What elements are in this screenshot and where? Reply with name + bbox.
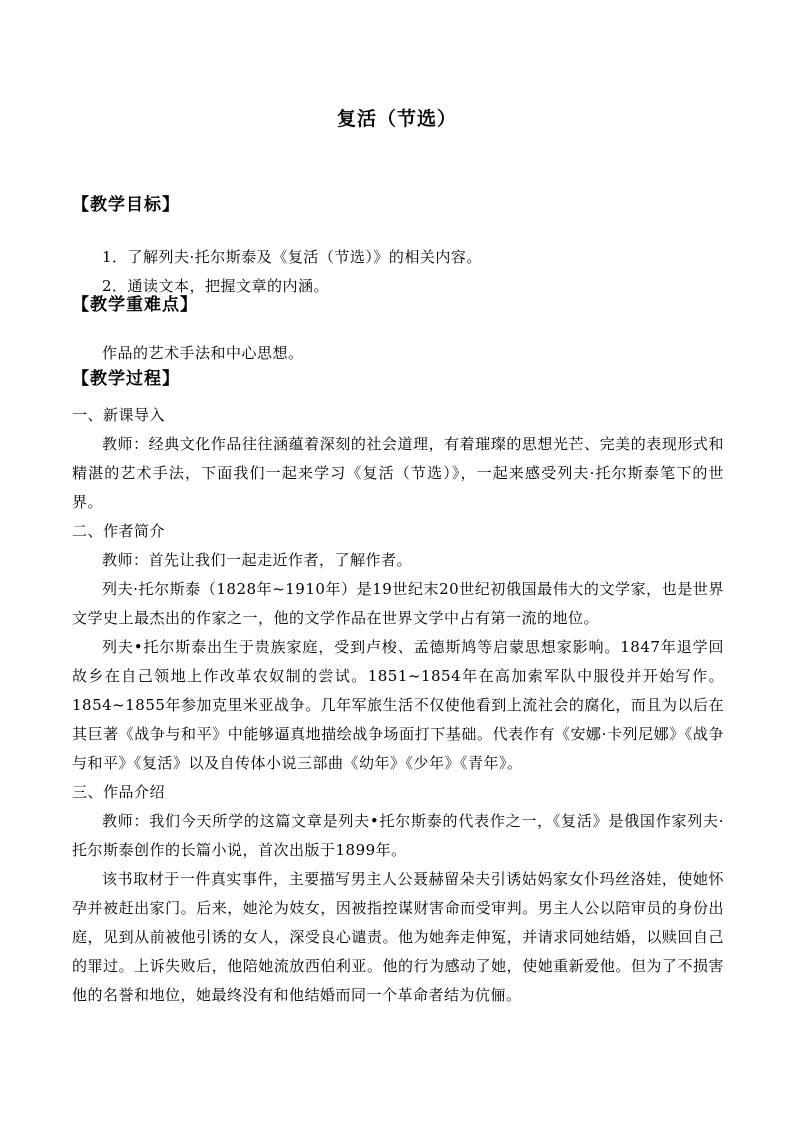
objective-item: 1．了解列夫·托尔斯泰及《复活（节选）》的相关内容。 [102, 248, 482, 266]
paragraph: 教师：经典文化作品往往涵蕴着深刻的社会道理，有着璀璨的思想光芒、完美的表现形式和精湛的艺术手法，下面我们一起来学习《复活（节选）》，一起来感受列夫·托尔斯泰笔下的世界。 [72, 435, 724, 511]
section-title: 一、新课导入 [72, 406, 166, 424]
key-points-section [72, 290, 724, 368]
page-title: 复活（节选） [336, 108, 457, 130]
paragraph: 该书取材于一件真实事件，主要描写男主人公聂赫留朵夫引诱姑妈家女仆玛丝洛娃，使她怀孕并被赶出家门。后来，她沦为妓女，因被指控谋财害命而受审判。男主人公以陪审员的身份出庭，见到从前被他引诱的女人，深受良心谴责。他为她奔走伸冤，并请求同她结婚，以赎回自己的罪过。上诉失败后，他陪她流放西伯利亚。他的行为感动了她，使她重新爱他。但为了不损害他的名誉和地位，她最终没有和他结婚而同一个革命者结为伉俪。 [72, 870, 724, 1004]
process-heading: 【教学过程】 [72, 369, 180, 389]
paragraph: 教师：我们今天所学的这篇文章是列夫•托尔斯泰的代表作之一，《复活》是俄国作家列夫·托尔斯泰创作的长篇小说，首次出版于1899年。 [72, 812, 724, 859]
key-points-text: 作品的艺术手法和中心思想。 [102, 344, 304, 362]
author-section [72, 517, 724, 778]
work-section [72, 778, 724, 1010]
key-points-heading: 【教学重难点】 [72, 295, 198, 315]
intro-section [72, 401, 724, 517]
paragraph: 教师：首先让我们一起走近作者，了解作者。 [102, 551, 413, 569]
paragraph: 列夫·托尔斯泰（1828年~1910年）是19世纪末20世纪初俄国最伟大的文学家，也是世界文学史上最杰出的作家之一，他的文学作品在世界文学中占有第一流的地位。 [72, 580, 724, 627]
section-title: 三、作品介绍 [72, 783, 166, 801]
process-section [72, 364, 724, 1010]
objective-item: 2．通读文本，把握文章的内涵。 [102, 277, 330, 295]
section-title: 二、作者简介 [72, 522, 166, 540]
objectives-heading: 【教学目标】 [72, 195, 180, 215]
objectives-section [72, 190, 724, 301]
paragraph: 列夫•托尔斯泰出生于贵族家庭，受到卢梭、孟德斯鸠等启蒙思想家影响。1847年退学回故乡在自己领地上作改革农奴制的尝试。1851~1854年在高加索军队中服役并开始写作。1854~1855年参加克里米亚战争。几年军旅生活不仅使他看到上流社会的腐化，而且为以后在其巨著《战争与和平》中能够逼真地描绘战争场面打下基础。代表作有《安娜·卡列尼娜》《战争与和平》《复活》以及自传体小说三部曲《幼年》《少年》《青年》。 [72, 638, 724, 772]
